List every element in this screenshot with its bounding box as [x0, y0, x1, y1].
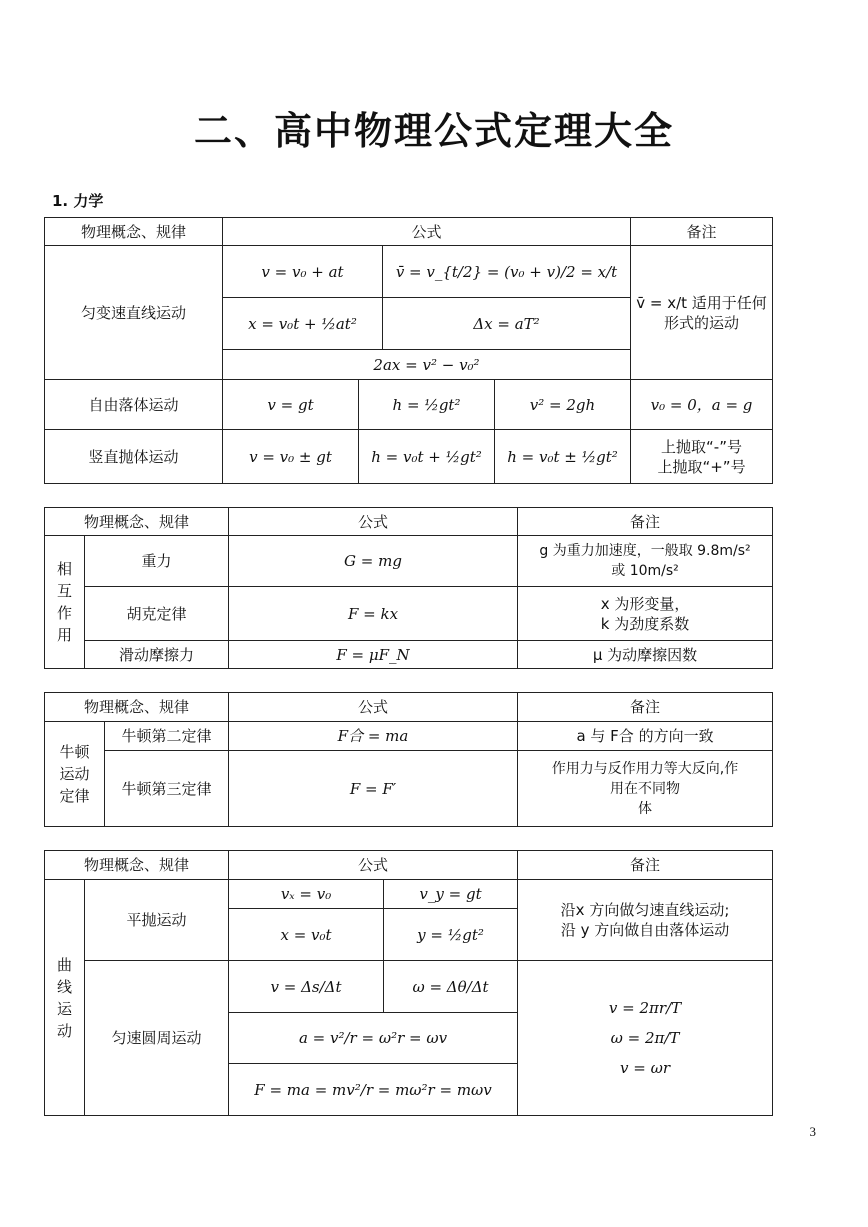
header-formula: 公式: [229, 851, 518, 880]
formula-vy: v_y = gt: [384, 880, 518, 909]
note-third-line3: 体: [638, 800, 653, 817]
note-hooke-line1: x 为形变量，: [600, 594, 690, 613]
note-friction: μ 为动摩擦因数: [518, 641, 773, 669]
formula-displacement: x = v₀t + ½at²: [223, 298, 383, 350]
group-curvilinear: [45, 880, 85, 1116]
formula-throw-h: h = v₀t ± ½gt²: [495, 430, 631, 484]
formula-centripetal-force: F = ma = mv²/r = mω²r = mωv: [229, 1064, 518, 1116]
header-concept: 物理概念、规律: [45, 218, 223, 246]
header-concept: 物理概念、规律: [45, 508, 229, 536]
kinematics-table: [44, 217, 773, 484]
note-projectile-line2: 沿 y 方向做自由落体运动: [560, 921, 730, 939]
group-interaction: [45, 536, 85, 669]
note-newton-third: [518, 751, 773, 827]
concept-uniform-accel: 匀变速直线运动: [45, 246, 223, 380]
note-uniform-accel: v̄ = x/t 适用于任何形式的运动: [631, 246, 773, 380]
header-note: 备注: [631, 218, 773, 246]
group-interaction-label: 相互作用: [56, 560, 72, 644]
note-circular: [518, 961, 773, 1116]
note-gravity: [518, 536, 773, 587]
newton-table: [44, 692, 773, 827]
header-formula: 公式: [229, 693, 518, 722]
header-concept: 物理概念、规律: [45, 851, 229, 880]
interaction-table: [44, 507, 773, 669]
header-formula: 公式: [223, 218, 631, 246]
formula-friction: F = μF_N: [229, 641, 518, 669]
note-hooke: [518, 587, 773, 641]
formula-x: x = v₀t: [229, 909, 384, 961]
note-vertical-throw: [631, 430, 773, 484]
note-gravity-line2: 或 10m/s²: [611, 563, 679, 579]
formula-velocity-displacement: 2ax = v² − v₀²: [223, 350, 631, 380]
formula-throw-v: v = v₀ ± gt: [223, 430, 359, 484]
formula-average-velocity: v̄ = v_{t/2} = (v₀ + v)/2 = x/t: [383, 246, 631, 298]
formula-centripetal-accel: a = v²/r = ω²r = ωv: [229, 1013, 518, 1064]
formula-delta-x: Δx = aT²: [383, 298, 631, 350]
note-third-line1: 作用力与反作用力等大反向,作: [551, 760, 739, 777]
group-newton: [45, 722, 105, 827]
note-projectile: [518, 880, 773, 961]
formula-linear-velocity: v = Δs/Δt: [229, 961, 384, 1013]
formula-vx: vₓ = v₀: [229, 880, 384, 909]
group-curvilinear-label: 曲线运动: [56, 955, 72, 1040]
page-title: 二、高中物理公式定理大全: [193, 109, 674, 153]
header-note: 备注: [518, 693, 773, 722]
formula-hooke: F = kx: [229, 587, 518, 641]
note-throw-line1: 上抛取“-”号: [661, 437, 742, 456]
concept-friction: 滑动摩擦力: [85, 641, 229, 669]
formula-y: y = ½gt²: [384, 909, 518, 961]
formula-throw-h-up: h = v₀t + ½gt²: [359, 430, 495, 484]
note-circular-line1: v = 2πr/T: [608, 999, 682, 1017]
curvilinear-table: [44, 850, 773, 1116]
note-circular-line3: v = ωr: [620, 1059, 671, 1077]
note-throw-line2: 上抛取“+”号: [657, 457, 746, 476]
note-third-line2: 用在不同物: [610, 780, 681, 797]
formula-newton-second: F合 = ma: [229, 722, 518, 751]
concept-gravity: 重力: [85, 536, 229, 587]
concept-newton-second: 牛顿第二定律: [105, 722, 229, 751]
header-note: 备注: [518, 508, 773, 536]
header-formula: 公式: [229, 508, 518, 536]
concept-circular: 匀速圆周运动: [85, 961, 229, 1116]
note-newton-second: a 与 F合 的方向一致: [518, 722, 773, 751]
note-free-fall: v₀ = 0，a = g: [631, 380, 773, 430]
note-circular-line2: ω = 2π/T: [610, 1029, 680, 1047]
concept-free-fall: 自由落体运动: [45, 380, 223, 430]
section-heading: 1. 力学: [52, 192, 104, 210]
formula-gravity: G = mg: [229, 536, 518, 587]
formula-free-fall-v2: v² = 2gh: [495, 380, 631, 430]
concept-projectile: 平抛运动: [85, 880, 229, 961]
concept-vertical-throw: 竖直抛体运动: [45, 430, 223, 484]
formula-free-fall-v: v = gt: [223, 380, 359, 430]
note-hooke-line2: k 为劲度系数: [600, 614, 690, 633]
formula-velocity: v = v₀ + at: [223, 246, 383, 298]
header-note: 备注: [518, 851, 773, 880]
formula-newton-third: F = F′: [229, 751, 518, 827]
concept-hooke: 胡克定律: [85, 587, 229, 641]
note-gravity-line1: g 为重力加速度，一般取 9.8m/s²: [539, 543, 751, 559]
concept-newton-third: 牛顿第三定律: [105, 751, 229, 827]
page-number: 3: [809, 1124, 816, 1139]
group-newton-label: 牛顿运动定律: [59, 743, 90, 805]
header-concept: 物理概念、规律: [45, 693, 229, 722]
note-projectile-line1: 沿x 方向做匀速直线运动;: [560, 901, 730, 919]
formula-angular-velocity: ω = Δθ/Δt: [384, 961, 518, 1013]
formula-free-fall-h: h = ½gt²: [359, 380, 495, 430]
